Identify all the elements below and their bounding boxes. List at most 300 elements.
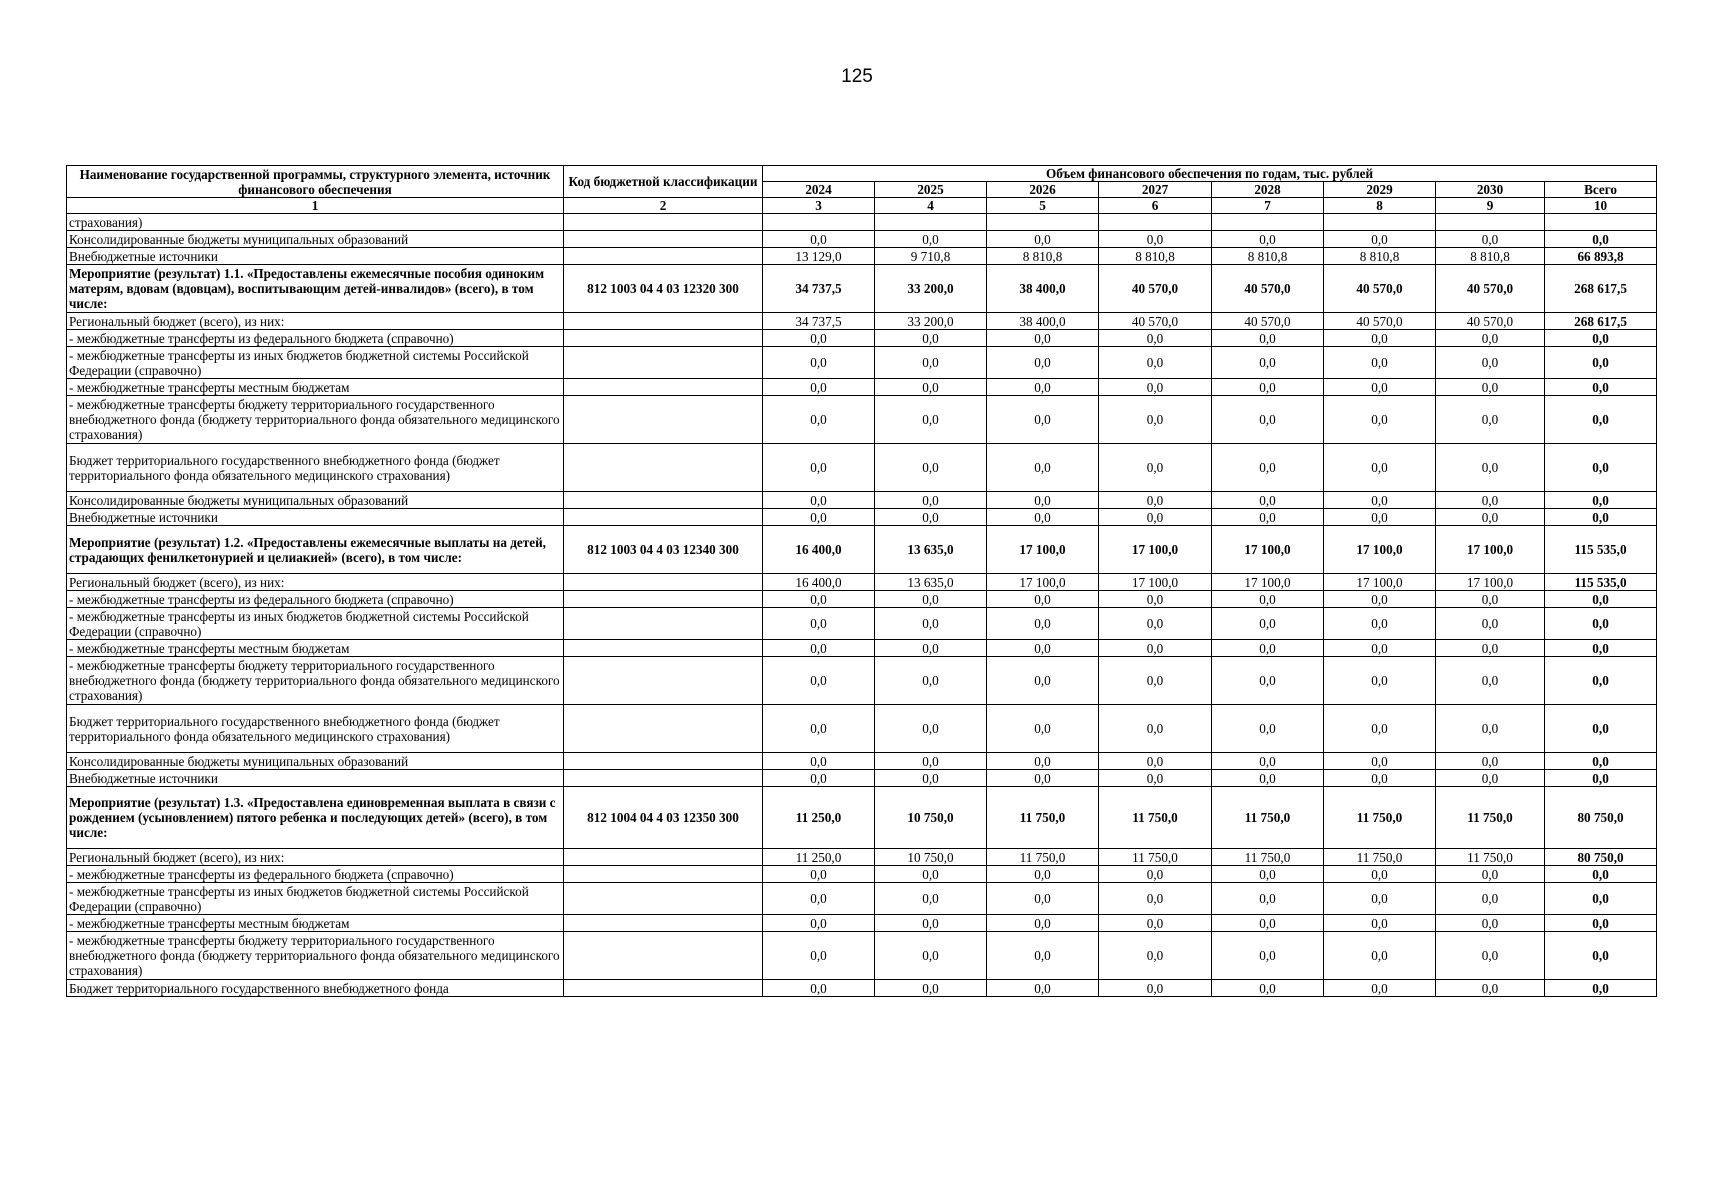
row-value: 10 750,0 — [875, 787, 987, 849]
row-value: 0,0 — [1212, 753, 1324, 770]
row-value: 11 750,0 — [987, 787, 1099, 849]
column-number: 5 — [987, 198, 1099, 214]
row-value: 38 400,0 — [987, 265, 1099, 313]
row-value: 0,0 — [987, 753, 1099, 770]
row-value: 0,0 — [987, 379, 1099, 396]
header-year: 2025 — [875, 182, 987, 198]
row-value: 0,0 — [763, 657, 875, 705]
row-value: 0,0 — [987, 444, 1099, 492]
row-name: - межбюджетные трансферты бюджету территориального государственного внебюджетного фонда (бюджету территориального фонда обязательного медицинского страхования) — [67, 657, 564, 705]
row-value: 0,0 — [763, 396, 875, 444]
row-value: 0,0 — [1099, 770, 1212, 787]
row-value: 0,0 — [1099, 591, 1212, 608]
row-value: 0,0 — [763, 608, 875, 640]
row-value: 0,0 — [1099, 866, 1212, 883]
row-value: 0,0 — [1436, 231, 1545, 248]
row-code — [564, 231, 763, 248]
header-year: 2027 — [1099, 182, 1212, 198]
row-name: - межбюджетные трансферты местным бюджетам — [67, 915, 564, 932]
row-code — [564, 444, 763, 492]
row-value: 13 129,0 — [763, 248, 875, 265]
row-code — [564, 574, 763, 591]
table-row — [67, 915, 1657, 932]
column-number: 4 — [875, 198, 987, 214]
row-total: 0,0 — [1545, 932, 1657, 980]
row-name: - межбюджетные трансферты местным бюджетам — [67, 640, 564, 657]
table-row — [67, 379, 1657, 396]
row-value: 0,0 — [1324, 915, 1436, 932]
table-row — [67, 705, 1657, 753]
table-row — [67, 883, 1657, 915]
row-value: 0,0 — [1436, 347, 1545, 379]
row-value: 0,0 — [1212, 705, 1324, 753]
row-value: 0,0 — [1099, 492, 1212, 509]
row-total: 0,0 — [1545, 379, 1657, 396]
row-value: 17 100,0 — [987, 526, 1099, 574]
row-value: 17 100,0 — [987, 574, 1099, 591]
column-number: 8 — [1324, 198, 1436, 214]
row-total: 0,0 — [1545, 231, 1657, 248]
row-value: 40 570,0 — [1099, 265, 1212, 313]
row-value: 40 570,0 — [1212, 265, 1324, 313]
row-value: 0,0 — [1212, 657, 1324, 705]
table-body — [67, 214, 1657, 997]
row-value: 11 750,0 — [1212, 787, 1324, 849]
row-value: 0,0 — [763, 330, 875, 347]
row-value: 0,0 — [1099, 932, 1212, 980]
row-value: 0,0 — [875, 753, 987, 770]
row-total: 0,0 — [1545, 915, 1657, 932]
row-value: 0,0 — [1099, 608, 1212, 640]
row-value: 0,0 — [1324, 231, 1436, 248]
row-code — [564, 770, 763, 787]
row-code — [564, 753, 763, 770]
row-value: 0,0 — [1324, 640, 1436, 657]
row-value: 34 737,5 — [763, 265, 875, 313]
row-value: 8 810,8 — [1212, 248, 1324, 265]
table-row — [67, 657, 1657, 705]
column-number: 1 — [67, 198, 564, 214]
column-number: 7 — [1212, 198, 1324, 214]
row-value: 0,0 — [875, 980, 987, 997]
row-value: 0,0 — [1324, 866, 1436, 883]
row-total: 0,0 — [1545, 640, 1657, 657]
row-value — [763, 214, 875, 231]
row-value: 0,0 — [763, 705, 875, 753]
row-value: 0,0 — [1099, 980, 1212, 997]
row-value: 0,0 — [987, 770, 1099, 787]
row-value: 0,0 — [1324, 509, 1436, 526]
row-value: 0,0 — [987, 640, 1099, 657]
row-name: Бюджет территориального государственного внебюджетного фонда (бюджет территориального фонда обязательного медицинского страхования) — [67, 705, 564, 753]
row-name: - межбюджетные трансферты из иных бюджетов бюджетной системы Российской Федерации (справочно) — [67, 347, 564, 379]
row-value: 0,0 — [1324, 932, 1436, 980]
row-value: 11 750,0 — [987, 849, 1099, 866]
row-code — [564, 849, 763, 866]
column-number: 9 — [1436, 198, 1545, 214]
row-value: 0,0 — [1436, 980, 1545, 997]
row-value: 0,0 — [1436, 509, 1545, 526]
row-value: 0,0 — [1324, 492, 1436, 509]
row-value: 0,0 — [875, 509, 987, 526]
row-value: 0,0 — [1324, 330, 1436, 347]
row-value: 11 250,0 — [763, 787, 875, 849]
row-code — [564, 509, 763, 526]
row-value: 0,0 — [1436, 770, 1545, 787]
row-value: 0,0 — [763, 509, 875, 526]
row-value — [1436, 214, 1545, 231]
row-value: 0,0 — [1324, 705, 1436, 753]
row-value: 33 200,0 — [875, 265, 987, 313]
row-value: 0,0 — [1212, 608, 1324, 640]
row-name: - межбюджетные трансферты местным бюджетам — [67, 379, 564, 396]
row-value: 0,0 — [875, 640, 987, 657]
row-value: 0,0 — [763, 866, 875, 883]
row-total: 268 617,5 — [1545, 265, 1657, 313]
row-value: 0,0 — [763, 591, 875, 608]
row-code — [564, 591, 763, 608]
row-value: 0,0 — [1099, 347, 1212, 379]
header-code: Код бюджетной классификации — [564, 166, 763, 198]
row-value: 17 100,0 — [1436, 526, 1545, 574]
row-value: 17 100,0 — [1212, 526, 1324, 574]
row-value: 0,0 — [1212, 231, 1324, 248]
header-year: 2030 — [1436, 182, 1545, 198]
row-value: 13 635,0 — [875, 574, 987, 591]
header-year: 2028 — [1212, 182, 1324, 198]
table-row — [67, 608, 1657, 640]
row-value: 0,0 — [1099, 883, 1212, 915]
row-value: 0,0 — [1436, 396, 1545, 444]
measure-row — [67, 526, 1657, 574]
row-value: 0,0 — [763, 379, 875, 396]
row-value: 9 710,8 — [875, 248, 987, 265]
measure-row — [67, 265, 1657, 313]
row-value: 17 100,0 — [1212, 574, 1324, 591]
row-name: Консолидированные бюджеты муниципальных образований — [67, 492, 564, 509]
header-name: Наименование государственной программы, структурного элемента, источник финансового обеспечения — [67, 166, 564, 198]
row-code — [564, 347, 763, 379]
table-row — [67, 932, 1657, 980]
row-total: 268 617,5 — [1545, 313, 1657, 330]
row-value: 0,0 — [987, 509, 1099, 526]
row-value: 8 810,8 — [1436, 248, 1545, 265]
row-code — [564, 313, 763, 330]
row-name: Бюджет территориального государственного внебюджетного фонда — [67, 980, 564, 997]
row-value: 0,0 — [1436, 915, 1545, 932]
row-value: 38 400,0 — [987, 313, 1099, 330]
row-value: 17 100,0 — [1099, 574, 1212, 591]
row-code: 812 1004 04 4 03 12350 300 — [564, 787, 763, 849]
row-value: 0,0 — [875, 657, 987, 705]
row-value: 0,0 — [875, 932, 987, 980]
row-value: 0,0 — [1324, 753, 1436, 770]
row-name: - межбюджетные трансферты бюджету территориального государственного внебюджетного фонда (бюджету территориального фонда обязательного медицинского страхования) — [67, 396, 564, 444]
row-code — [564, 657, 763, 705]
row-value: 0,0 — [987, 980, 1099, 997]
row-total: 0,0 — [1545, 396, 1657, 444]
row-value: 0,0 — [875, 608, 987, 640]
table-row — [67, 849, 1657, 866]
table-row — [67, 231, 1657, 248]
row-value: 0,0 — [875, 330, 987, 347]
row-code — [564, 330, 763, 347]
row-value: 0,0 — [1212, 347, 1324, 379]
row-name: - межбюджетные трансферты из федерального бюджета (справочно) — [67, 866, 564, 883]
row-value: 0,0 — [987, 396, 1099, 444]
row-value: 0,0 — [987, 492, 1099, 509]
row-value: 0,0 — [1099, 509, 1212, 526]
column-number: 2 — [564, 198, 763, 214]
row-value: 0,0 — [875, 883, 987, 915]
row-value: 0,0 — [987, 915, 1099, 932]
row-value: 0,0 — [1212, 591, 1324, 608]
row-code — [564, 980, 763, 997]
row-value: 0,0 — [763, 932, 875, 980]
table-row — [67, 214, 1657, 231]
row-value: 0,0 — [1212, 444, 1324, 492]
row-value: 16 400,0 — [763, 574, 875, 591]
row-total: 0,0 — [1545, 770, 1657, 787]
row-value: 40 570,0 — [1436, 313, 1545, 330]
row-name: Региональный бюджет (всего), из них: — [67, 574, 564, 591]
row-code: 812 1003 04 4 03 12320 300 — [564, 265, 763, 313]
row-value: 0,0 — [1324, 396, 1436, 444]
row-value: 0,0 — [1324, 883, 1436, 915]
header-total: Всего — [1545, 182, 1657, 198]
table-row — [67, 313, 1657, 330]
row-name: - межбюджетные трансферты из иных бюджетов бюджетной системы Российской Федерации (справочно) — [67, 608, 564, 640]
row-value: 0,0 — [1212, 883, 1324, 915]
row-total: 115 535,0 — [1545, 526, 1657, 574]
row-name: Региональный бюджет (всего), из них: — [67, 849, 564, 866]
row-value: 17 100,0 — [1324, 574, 1436, 591]
header-year: 2024 — [763, 182, 875, 198]
row-value: 0,0 — [1436, 379, 1545, 396]
row-value: 11 750,0 — [1212, 849, 1324, 866]
table-header — [67, 166, 1657, 214]
table-row — [67, 396, 1657, 444]
row-value: 40 570,0 — [1324, 313, 1436, 330]
row-total: 0,0 — [1545, 347, 1657, 379]
row-name: Бюджет территориального государственного внебюджетного фонда (бюджет территориального фонда обязательного медицинского страхования) — [67, 444, 564, 492]
row-value: 0,0 — [875, 705, 987, 753]
row-value: 0,0 — [1324, 657, 1436, 705]
row-value — [987, 214, 1099, 231]
row-total: 0,0 — [1545, 980, 1657, 997]
table-row — [67, 492, 1657, 509]
row-value: 11 750,0 — [1436, 787, 1545, 849]
row-total: 0,0 — [1545, 883, 1657, 915]
column-number: 3 — [763, 198, 875, 214]
row-value: 0,0 — [1099, 396, 1212, 444]
header-year: 2026 — [987, 182, 1099, 198]
row-value: 0,0 — [1324, 444, 1436, 492]
table-row — [67, 591, 1657, 608]
row-value: 33 200,0 — [875, 313, 987, 330]
row-value: 0,0 — [875, 915, 987, 932]
row-value: 40 570,0 — [1324, 265, 1436, 313]
row-code — [564, 915, 763, 932]
row-value: 0,0 — [1212, 396, 1324, 444]
row-value: 0,0 — [1436, 608, 1545, 640]
row-value: 0,0 — [763, 770, 875, 787]
row-name: Внебюджетные источники — [67, 509, 564, 526]
row-value: 0,0 — [1099, 657, 1212, 705]
row-value: 0,0 — [763, 883, 875, 915]
row-value: 17 100,0 — [1324, 526, 1436, 574]
row-code — [564, 379, 763, 396]
row-value: 0,0 — [1099, 915, 1212, 932]
row-total: 0,0 — [1545, 608, 1657, 640]
row-value: 10 750,0 — [875, 849, 987, 866]
row-value: 16 400,0 — [763, 526, 875, 574]
table-row — [67, 347, 1657, 379]
row-value: 0,0 — [763, 640, 875, 657]
row-value: 0,0 — [875, 231, 987, 248]
row-total: 0,0 — [1545, 591, 1657, 608]
row-value: 0,0 — [1436, 932, 1545, 980]
row-value: 0,0 — [1436, 640, 1545, 657]
table-row — [67, 574, 1657, 591]
budget-table — [66, 165, 1657, 997]
row-value — [875, 214, 987, 231]
row-value: 0,0 — [1436, 591, 1545, 608]
header-year: 2029 — [1324, 182, 1436, 198]
row-total: 0,0 — [1545, 492, 1657, 509]
row-value: 11 750,0 — [1099, 787, 1212, 849]
row-name: - межбюджетные трансферты из иных бюджетов бюджетной системы Российской Федерации (справочно) — [67, 883, 564, 915]
row-value: 0,0 — [1212, 640, 1324, 657]
row-value: 0,0 — [987, 347, 1099, 379]
row-value: 0,0 — [1099, 753, 1212, 770]
row-value: 0,0 — [875, 396, 987, 444]
column-number: 6 — [1099, 198, 1212, 214]
measure-row — [67, 787, 1657, 849]
table-row — [67, 866, 1657, 883]
row-value: 0,0 — [1099, 379, 1212, 396]
row-value: 0,0 — [875, 770, 987, 787]
row-name: Консолидированные бюджеты муниципальных образований — [67, 231, 564, 248]
row-value: 11 750,0 — [1324, 849, 1436, 866]
row-code: 812 1003 04 4 03 12340 300 — [564, 526, 763, 574]
row-total — [1545, 214, 1657, 231]
table-row — [67, 770, 1657, 787]
row-value: 0,0 — [1436, 866, 1545, 883]
row-value: 0,0 — [1436, 492, 1545, 509]
row-value: 0,0 — [763, 444, 875, 492]
row-value: 17 100,0 — [1436, 574, 1545, 591]
row-name: Консолидированные бюджеты муниципальных образований — [67, 753, 564, 770]
row-name: - межбюджетные трансферты из федерального бюджета (справочно) — [67, 330, 564, 347]
row-total: 0,0 — [1545, 753, 1657, 770]
row-code — [564, 705, 763, 753]
row-value: 0,0 — [875, 444, 987, 492]
row-value: 0,0 — [1212, 379, 1324, 396]
row-value: 40 570,0 — [1212, 313, 1324, 330]
row-name: - межбюджетные трансферты бюджету территориального государственного внебюджетного фонда (бюджету территориального фонда обязательного медицинского страхования) — [67, 932, 564, 980]
table-row — [67, 980, 1657, 997]
row-value: 34 737,5 — [763, 313, 875, 330]
row-value: 0,0 — [1436, 883, 1545, 915]
row-value: 0,0 — [1212, 770, 1324, 787]
row-value: 0,0 — [1436, 444, 1545, 492]
row-value: 0,0 — [1436, 657, 1545, 705]
row-name: Внебюджетные источники — [67, 248, 564, 265]
row-value: 0,0 — [875, 866, 987, 883]
row-value: 0,0 — [1212, 915, 1324, 932]
row-value: 0,0 — [1436, 705, 1545, 753]
row-value: 0,0 — [987, 608, 1099, 640]
row-value: 0,0 — [763, 753, 875, 770]
header-volume: Объем финансового обеспечения по годам, тыс. рублей — [763, 166, 1657, 182]
row-code — [564, 492, 763, 509]
column-number: 10 — [1545, 198, 1657, 214]
table-row — [67, 444, 1657, 492]
row-value: 0,0 — [875, 492, 987, 509]
row-value: 0,0 — [763, 915, 875, 932]
row-value: 8 810,8 — [1099, 248, 1212, 265]
row-value: 0,0 — [987, 330, 1099, 347]
row-value: 0,0 — [1099, 444, 1212, 492]
row-value: 0,0 — [1436, 330, 1545, 347]
row-value: 0,0 — [1324, 379, 1436, 396]
row-value: 0,0 — [1099, 330, 1212, 347]
row-code — [564, 608, 763, 640]
row-value — [1212, 214, 1324, 231]
row-value: 0,0 — [763, 347, 875, 379]
row-total: 0,0 — [1545, 444, 1657, 492]
row-total: 80 750,0 — [1545, 787, 1657, 849]
row-value: 0,0 — [763, 492, 875, 509]
row-value: 0,0 — [1212, 509, 1324, 526]
row-value: 0,0 — [1212, 866, 1324, 883]
row-name: Мероприятие (результат) 1.2. «Предоставлены ежемесячные выплаты на детей, страдающих фенилкетонурией и целиакией» (всего), в том числе: — [67, 526, 564, 574]
row-value: 0,0 — [1324, 608, 1436, 640]
row-total: 115 535,0 — [1545, 574, 1657, 591]
row-value — [1099, 214, 1212, 231]
row-value: 8 810,8 — [987, 248, 1099, 265]
row-code — [564, 883, 763, 915]
row-value: 0,0 — [1324, 591, 1436, 608]
row-value: 0,0 — [1324, 770, 1436, 787]
row-value: 0,0 — [1099, 640, 1212, 657]
row-value: 0,0 — [987, 591, 1099, 608]
row-value: 0,0 — [1324, 347, 1436, 379]
row-name: Мероприятие (результат) 1.3. «Предоставлена единовременная выплата в связи с рождением (усыновлением) пятого ребенка и последующих детей» (всего), в том числе: — [67, 787, 564, 849]
row-name: - межбюджетные трансферты из федерального бюджета (справочно) — [67, 591, 564, 608]
row-value: 0,0 — [875, 379, 987, 396]
row-total: 0,0 — [1545, 330, 1657, 347]
row-code — [564, 248, 763, 265]
row-value: 0,0 — [987, 657, 1099, 705]
table-row — [67, 640, 1657, 657]
row-value: 0,0 — [1436, 753, 1545, 770]
row-name: Региональный бюджет (всего), из них: — [67, 313, 564, 330]
row-value: 40 570,0 — [1099, 313, 1212, 330]
row-value: 0,0 — [987, 231, 1099, 248]
row-value: 0,0 — [1212, 330, 1324, 347]
row-name: страхования) — [67, 214, 564, 231]
row-code — [564, 214, 763, 231]
row-name: Внебюджетные источники — [67, 770, 564, 787]
table-row — [67, 248, 1657, 265]
row-value: 11 750,0 — [1436, 849, 1545, 866]
row-value: 8 810,8 — [1324, 248, 1436, 265]
row-total: 0,0 — [1545, 866, 1657, 883]
row-code — [564, 932, 763, 980]
row-value: 0,0 — [987, 705, 1099, 753]
